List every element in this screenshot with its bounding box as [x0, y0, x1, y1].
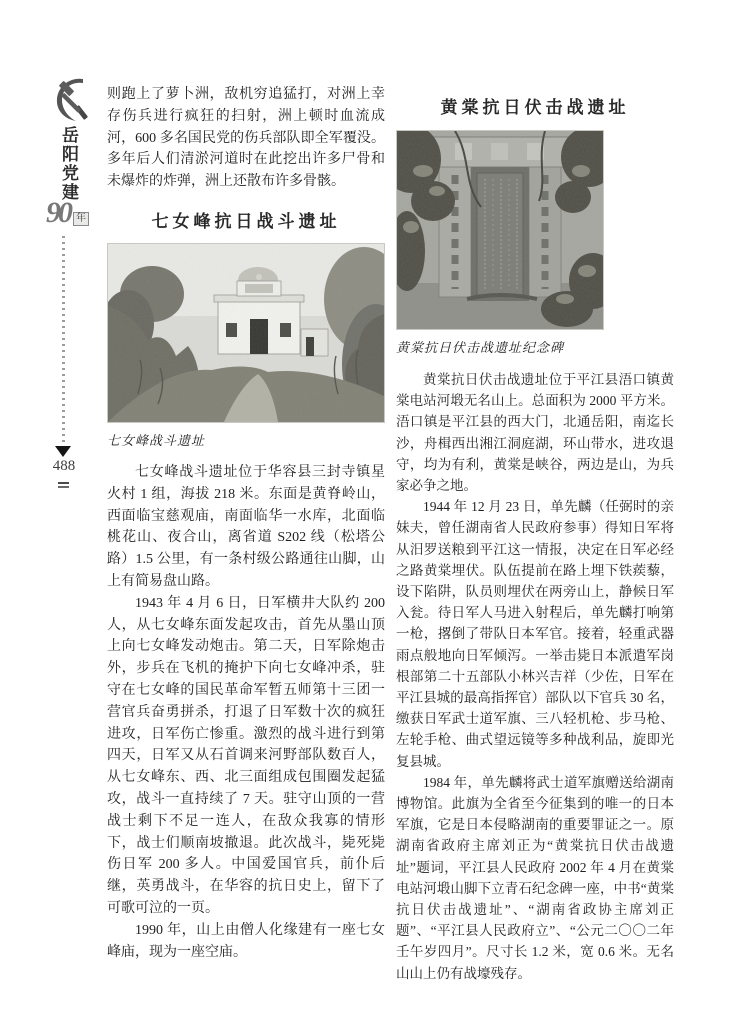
right-paragraph-2: 1944 年 12 月 23 日，单先麟（任弼时的亲妹夫，曾任湖南省人民政府参事）得知日军将从汨罗送粮到平江这一情报，决定在日军必经之路黄棠埋伏。队伍提前在路上埋下铁蒺藜，设下陷阱，队员则埋伏在两旁山上，静候日军入瓮。待日军人马进入射程后，单先麟打响第一枪，撂倒了带队日本军官。接着，轻重武器雨点般地向日军倾泻。一举击毙日本派遣军岗根部第二十五部队小林兴吉祥（少佐，日军在平江县城的最高指挥官）部队以下官兵 30 名，缴获日军武士道军旗、三八轻机枪、步马枪、左轮手枪、曲式望远镜等多种战利品，旋即光复县城。	[396, 499, 674, 769]
right-column	[396, 93, 674, 984]
left-paragraph-3: 1990 年，山上由僧人化缘建有一座七女峰庙，现为一座空庙。	[107, 922, 385, 960]
series-year-suffix: 年	[73, 212, 89, 226]
left-column	[107, 84, 385, 963]
down-arrow-icon	[55, 446, 71, 457]
sidebar	[36, 0, 100, 1023]
section-heading-qinvfeng: 七女峰抗日战斗遗址	[151, 211, 341, 231]
series-year-number: 90	[46, 196, 70, 229]
left-paragraph-2: 1943 年 4 月 6 日，日军横井大队约 200 人，从七女峰东面发起攻击，首先从墨山顶上向七女峰发动炮击。第二天，日军除炮击外，步兵在飞机的掩护下向七女峰冲杀，驻守在七女峰的国民革命军暂五师第十三团一营官兵奋勇拼杀，打退了日军数十次的疯狂进攻，日军伤亡惨重。激烈的战斗进行到第四天，日军又从石首调来河野部队数百人，从七女峰东、西、北三面组成包围圈发起猛攻，战斗一直持续了 7 天。驻守山顶的一营战士剩下不足一连人，在敌众我寡的情形下，战士们顺南坡撤退。此次战斗，毙死毙伤日军 200 多人。中国爱国官兵，前仆后继，英勇战斗，在华容的抗日史上，留下了可歌可泣的一页。	[107, 595, 385, 916]
dotted-leader-line	[62, 236, 65, 444]
footer-mark	[58, 482, 69, 490]
page-number: 488	[52, 458, 76, 474]
huangtang-photo-caption: 黄棠抗日伏击战遗址纪念碑	[396, 340, 565, 355]
right-paragraph-1: 黄棠抗日伏击战遗址位于平江县浯口镇黄棠电站河塅无名山上。总面积为 2000 平方米。浯口镇是平江县的西大门，北通岳阳，南迄长沙，舟楫西出湘江洞庭湖，环山带水，进攻退守，均为有利，黄棠是峡谷，两边是山，为兵家必争之地。	[396, 372, 674, 494]
huangtang-memorial-photo	[396, 130, 604, 330]
left-paragraph-1: 七女峰战斗遗址位于华容县三封寺镇星火村 1 组，海拔 218 米。东面是黄脊岭山，西面临宝慈观庙，南面临华一水库，北面临桃花山、夜合山，离省道 S202 线（松塔公路）1.5 公里，有一条村级公路通往山脚，山上有简易盘山路。	[107, 464, 385, 589]
qinvfeng-photo-caption: 七女峰战斗遗址	[107, 432, 206, 448]
section-heading-huangtang: 黄棠抗日伏击战遗址	[440, 98, 630, 117]
hammer-sickle-emblem-icon	[50, 76, 94, 124]
right-paragraph-3: 1984 年，单先麟将武士道军旗赠送给湖南博物馆。此旗为全省至今征集到的唯一的日本军旗，它是日本侵略湖南的重要罪证之一。原湖南省政府主席刘正为“黄棠抗日伏击战遗址”题词，平江县人民政府 2002 年 4 月在黄棠电站河塅山脚下立青石纪念碑一座，中书“黄棠抗日伏击战遗址”、“湖南省政协主席刘正题”、“平江县人民政府立”、“公元二〇〇二年壬午岁四月”。尺寸长 1.2 米，宽 0.6 米。无名山山上仍有战壕残存。	[396, 774, 674, 981]
qinvfeng-site-photo	[107, 243, 385, 423]
series-title-vertical: 岳阳党建	[59, 126, 78, 202]
continued-paragraph: 则跑上了萝卜洲，敌机穷追猛打，对洲上幸存伤兵进行疯狂的扫射，洲上顿时血流成河，600 多名国民党的伤兵部队即全军覆没。多年后人们清淤河道时在此挖出许多尸骨和未爆炸的炸弹，洲上还散布许多骨骸。	[107, 87, 385, 190]
